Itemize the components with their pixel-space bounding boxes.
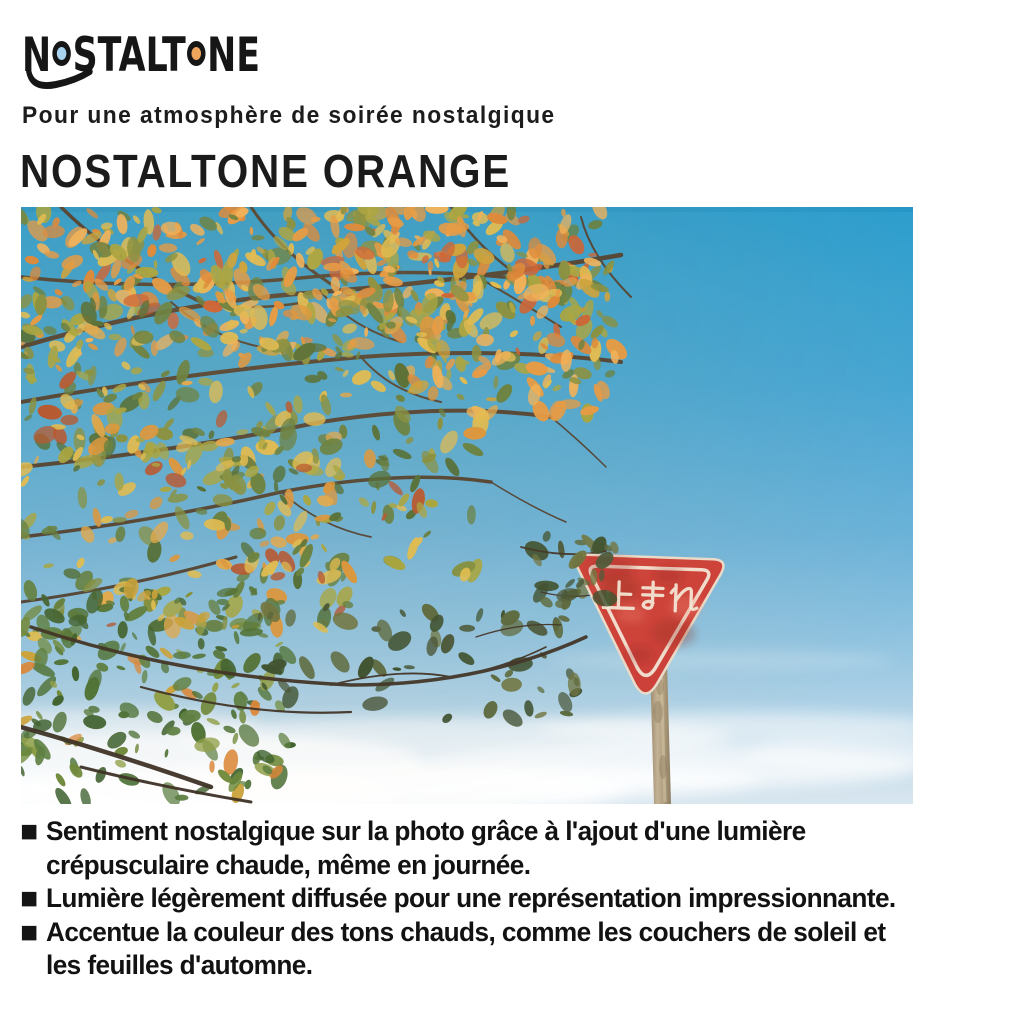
subtitle: Pour une atmosphère de soirée nostalgique bbox=[22, 102, 556, 129]
logo-blue-o-icon bbox=[53, 41, 72, 66]
bullet-line: Accentue la couleur des tons chauds, comme les couchers de soleil et bbox=[46, 916, 886, 947]
bullet-line: Lumière légèrement diffusée pour une représentation impressionnante. bbox=[46, 883, 896, 913]
bullet-item bbox=[20, 815, 960, 882]
bullet-square-icon: ■ bbox=[20, 887, 39, 911]
bullet-line: crépusculaire chaude, même en journée. bbox=[46, 849, 531, 880]
bullet-square-icon: ■ bbox=[20, 920, 39, 945]
page-title: NOSTALTONE ORANGE bbox=[20, 145, 511, 197]
logo-text-n: N bbox=[22, 27, 52, 83]
bullet-square-icon: ■ bbox=[20, 820, 39, 844]
photo-canvas bbox=[21, 207, 913, 804]
logo-text-ne: NE bbox=[207, 27, 261, 83]
logo-swash-icon bbox=[25, 69, 96, 91]
photo-autumn-tree-stop-sign bbox=[21, 207, 913, 804]
logo-orange-o-icon bbox=[187, 41, 206, 66]
bullet-text bbox=[46, 916, 960, 983]
bullet-item bbox=[20, 916, 960, 983]
logo-text-stalt: STALT bbox=[72, 27, 186, 83]
bullet-text bbox=[46, 882, 960, 916]
bullet-item bbox=[20, 882, 960, 916]
feature-bullets bbox=[20, 815, 960, 983]
bullet-line: Sentiment nostalgique sur la photo grâce à l'ajout d'une lumière bbox=[46, 816, 806, 846]
brand-logo bbox=[22, 26, 260, 84]
bullet-text bbox=[46, 815, 960, 882]
bullet-line: les feuilles d'automne. bbox=[46, 950, 313, 980]
